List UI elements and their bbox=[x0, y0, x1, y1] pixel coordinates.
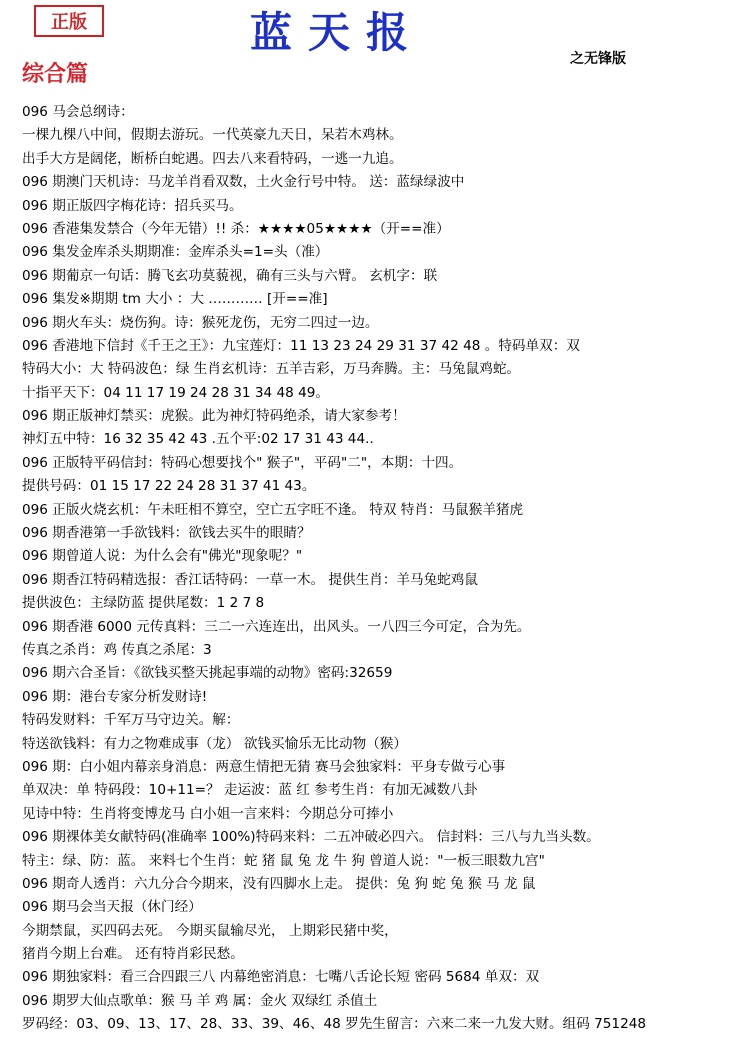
text-line: 十指平天下：04 11 17 19 24 28 31 34 48 49。 bbox=[22, 384, 330, 401]
text-line: 特码大小：大 特码波色：绿 生肖玄机诗：五羊吉彩，万马奔腾。主：马兔鼠鸡蛇。 bbox=[22, 361, 521, 378]
text-line: 096 期香港 6000 元传真料：三二一六连连出，出风头。一八四三今可定，合为先。 bbox=[22, 618, 531, 635]
text-line: 096 期香江特码精选报：香江话特码：一草一木。 提供生肖：羊马兔蛇鸡鼠 bbox=[22, 571, 478, 588]
text-line: 特主：绿、防：蓝。 来料七个生肖：蛇 猪 鼠 兔 龙 牛 狗 曾道人说："一板三眼数九宫" bbox=[22, 852, 545, 869]
article-body bbox=[22, 101, 722, 1037]
text-line: 096 期：港台专家分析发财诗! bbox=[22, 688, 208, 705]
text-line: 特码发财料：千军万马守边关。解： bbox=[22, 712, 240, 729]
text-line: 096 马会总纲诗： bbox=[22, 104, 134, 120]
text-line: 特送欲钱料：有力之物难成事（龙） 欲钱买愉乐无比动物（猴） bbox=[22, 735, 407, 752]
section-heading: 综合篇 bbox=[22, 61, 89, 87]
text-line: 096 期曾道人说：为什么会有"佛光"现象呢？" bbox=[22, 548, 303, 565]
text-line: 提供号码：01 15 17 22 24 28 31 37 41 43。 bbox=[22, 478, 316, 495]
text-line: 罗码经：03、09、13、17、28、33、39、46、48 罗先生留言：六来二来一九发大财。组码 751248 bbox=[22, 1016, 647, 1033]
text-line: 096 期正版四字梅花诗：招兵买马。 bbox=[22, 197, 243, 214]
edition-label: 之无锋版 bbox=[570, 51, 626, 67]
text-line: 096 期正版神灯禁买：虎猴。此为神灯特码绝杀，请大家参考！ bbox=[22, 408, 406, 425]
text-line: 096 期裸体美女献特码(准确率 100%)特码来料：二五冲破必四六。 信封料：三八与九当头数。 bbox=[22, 829, 600, 846]
text-line: 096 集发金库杀头期期准：金库杀头=1=头（准） bbox=[22, 244, 329, 261]
text-line: 一棵九棵八中间，假期去游玩。一代英豪九天日，呆若木鸡林。 bbox=[22, 127, 403, 144]
text-line: 096 集发※期期 tm 大小 ：大 ………… [开==准] bbox=[22, 291, 328, 308]
text-line: 096 正版火烧玄机：午未旺相不算空，空亡五字旺不逢。 特双 特肖：马鼠猴羊猪虎 bbox=[22, 501, 524, 518]
text-line: 096 期香港第一手欲钱料：欲钱去买牛的眼睛？ bbox=[22, 525, 311, 542]
text-line: 096 期六合圣旨：《欲钱买整天挑起事端的动物》密码:32659 bbox=[22, 665, 393, 682]
text-line: 神灯五中特：16 32 35 42 43 .五个平:02 17 31 43 44.. bbox=[22, 431, 374, 448]
text-line: 见诗中特：生肖将变博龙马 白小姐一言来料：今期总分可捧小 bbox=[22, 805, 394, 822]
text-line: 096 期火车头：烧伤狗。诗：猴死龙伤，无穷二四过一边。 bbox=[22, 314, 379, 331]
text-line: 单双决：单 特码段：10+11=？ 走运波：蓝 红 参考生肖：有加无减数八卦 bbox=[22, 782, 478, 799]
text-line: 096 期澳门天机诗：马龙羊肖看双数，土火金行号中特。 送：蓝绿绿波中 bbox=[22, 174, 465, 191]
text-line: 猪肖今期上台难。 还有特肖彩民愁。 bbox=[22, 946, 244, 963]
text-line: 096 期马会当天报（休门经） bbox=[22, 899, 202, 916]
text-line: 提供波色：主绿防蓝 提供尾数：1 2 7 8 bbox=[22, 595, 265, 612]
text-line: 096 期罗大仙点歌单：猴 马 羊 鸡 属：金火 双绿红 杀值土 bbox=[22, 992, 378, 1009]
newspaper-title: 蓝天报 bbox=[250, 8, 425, 57]
text-line: 096 香港集发禁合（今年无错）!! 杀：★★★★05★★★★（开==准） bbox=[22, 220, 450, 237]
text-line: 今期禁鼠，买四码去死。 今期买鼠输尽光， 上期彩民猪中奖， bbox=[22, 922, 398, 939]
text-line: 096 香港地下信封《千王之王》：九宝莲灯：11 13 23 24 29 31 37 42 48 。特码单双：双 bbox=[22, 337, 580, 354]
text-line: 096 期：白小姐内幕亲身消息：两意生情把无猜 赛马会独家料：平身专做亏心事 bbox=[22, 758, 506, 775]
text-line: 传真之杀肖：鸡 传真之杀尾：3 bbox=[22, 641, 212, 658]
text-line: 出手大方是阔佬，断桥白蛇遇。四去八来看特码，一逃一九追。 bbox=[22, 150, 403, 167]
text-line: 096 期独家料：看三合四跟三八 内幕绝密消息：七嘴八舌论长短 密码 5684 单双：双 bbox=[22, 969, 540, 986]
text-line: 096 期葡京一句话：腾飞玄功莫藐视，确有三头与六臂。 玄机字：联 bbox=[22, 267, 438, 284]
edition-badge: 正版 bbox=[34, 5, 104, 37]
text-line: 096 期奇人透肖：六九分合今期来，没有四脚水上走。 提供：兔 狗 蛇 兔 猴 马 龙 鼠 bbox=[22, 875, 536, 892]
text-line: 096 正版特平码信封：特码心想要找个" 猴子"，平码"二"，本期：十四。 bbox=[22, 454, 463, 471]
